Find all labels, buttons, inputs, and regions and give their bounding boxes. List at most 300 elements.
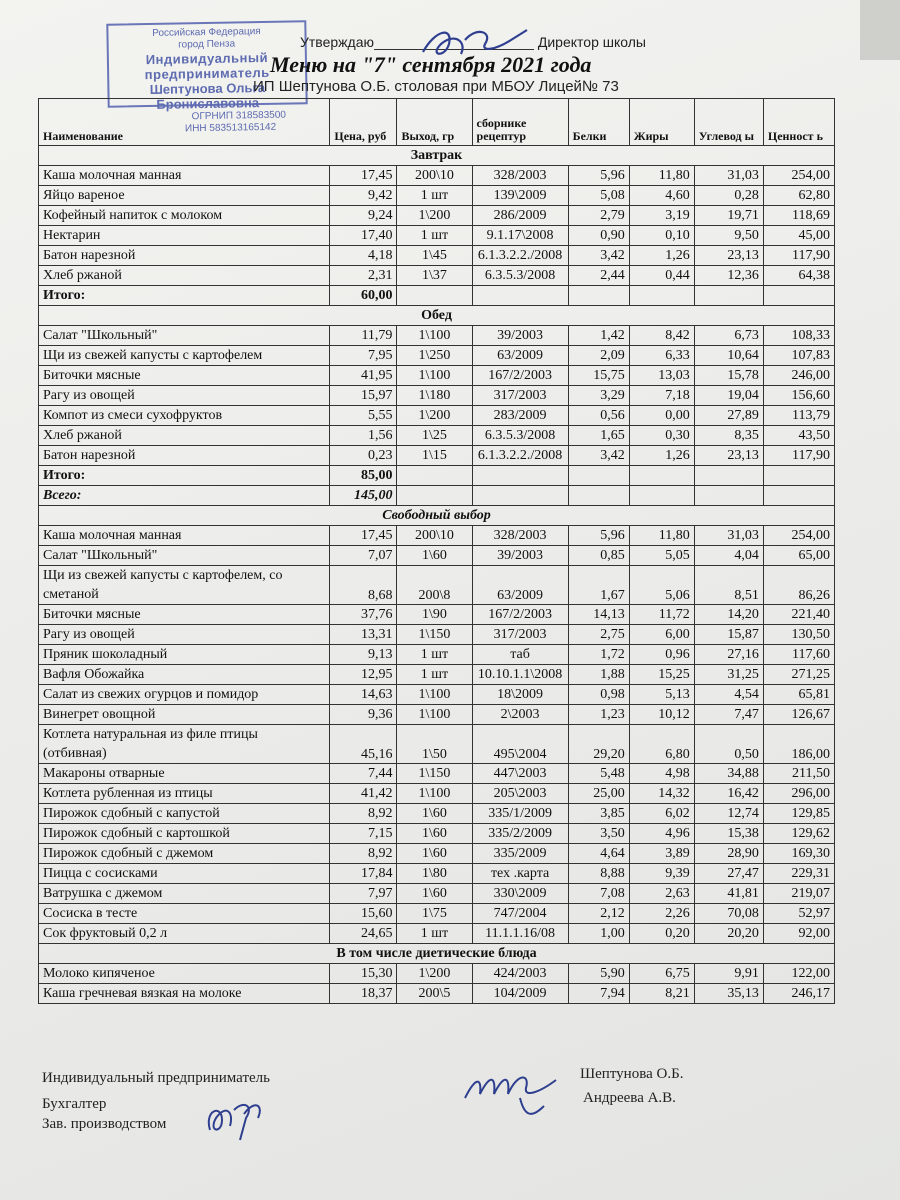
header-price: Цена, руб bbox=[330, 99, 397, 146]
cell-value: 65,00 bbox=[763, 546, 834, 566]
cell-value: 108,33 bbox=[763, 326, 834, 346]
cell-value: 169,30 bbox=[763, 844, 834, 864]
total-value: 60,00 bbox=[330, 286, 397, 306]
cell-protein: 1,72 bbox=[568, 645, 629, 665]
cell-recipe: 10.10.1.1\2008 bbox=[472, 665, 568, 685]
section-title: В том числе диетические блюда bbox=[39, 944, 835, 964]
empty-cell bbox=[694, 286, 763, 306]
cell-output: 200\5 bbox=[397, 984, 472, 1004]
cell-recipe: 335/1/2009 bbox=[472, 804, 568, 824]
table-row bbox=[39, 206, 835, 226]
section-row bbox=[39, 506, 835, 526]
cell-fat: 3,19 bbox=[629, 206, 694, 226]
cell-carbs: 7,47 bbox=[694, 705, 763, 725]
cell-price: 15,60 bbox=[330, 904, 397, 924]
item-name-line: Щи из свежей капусты с картофелем, со bbox=[43, 568, 283, 583]
cell-output: 1\60 bbox=[397, 804, 472, 824]
cell-carbs: 28,90 bbox=[694, 844, 763, 864]
cell-protein: 15,75 bbox=[568, 366, 629, 386]
cell-carbs: 8,51 bbox=[694, 566, 763, 605]
cell-recipe: 6.3.5.3/2008 bbox=[472, 426, 568, 446]
cell-protein: 2,44 bbox=[568, 266, 629, 286]
cell-carbs: 0,50 bbox=[694, 725, 763, 764]
cell-carbs: 12,74 bbox=[694, 804, 763, 824]
cell-protein: 5,48 bbox=[568, 764, 629, 784]
header-recipe: сборнике рецептур bbox=[472, 99, 568, 146]
cell-recipe: 2\2003 bbox=[472, 705, 568, 725]
cell-recipe: 39/2003 bbox=[472, 326, 568, 346]
cell-output: 1\100 bbox=[397, 784, 472, 804]
cell-recipe: 495\2004 bbox=[472, 725, 568, 764]
approval-label: Утверждаю bbox=[300, 34, 374, 50]
table-row bbox=[39, 665, 835, 685]
cell-protein: 1,23 bbox=[568, 705, 629, 725]
cell-carbs: 31,03 bbox=[694, 526, 763, 546]
cell-recipe: 11.1.1.16/08 bbox=[472, 924, 568, 944]
cell-recipe: 317/2003 bbox=[472, 625, 568, 645]
cell-carbs: 41,81 bbox=[694, 884, 763, 904]
total-label: Всего: bbox=[39, 486, 330, 506]
cell-output: 1 шт bbox=[397, 645, 472, 665]
cell-price: 5,55 bbox=[330, 406, 397, 426]
cell-recipe: 18\2009 bbox=[472, 685, 568, 705]
cell-name: Котлета рубленная из птицы bbox=[39, 784, 330, 804]
header-value: Ценност ь bbox=[763, 99, 834, 146]
cell-protein: 5,90 bbox=[568, 964, 629, 984]
cell-name: Пирожок сдобный с картошкой bbox=[39, 824, 330, 844]
cell-carbs: 8,35 bbox=[694, 426, 763, 446]
table-row bbox=[39, 386, 835, 406]
cell-name: Макароны отварные bbox=[39, 764, 330, 784]
cell-recipe: 9.1.17\2008 bbox=[472, 226, 568, 246]
cell-price: 41,95 bbox=[330, 366, 397, 386]
cell-protein: 2,79 bbox=[568, 206, 629, 226]
cell-fat: 0,44 bbox=[629, 266, 694, 286]
header-carbs: Углевод ы bbox=[694, 99, 763, 146]
cell-carbs: 15,87 bbox=[694, 625, 763, 645]
empty-cell bbox=[629, 486, 694, 506]
cell-protein: 7,94 bbox=[568, 984, 629, 1004]
empty-cell bbox=[397, 466, 472, 486]
cell-value: 43,50 bbox=[763, 426, 834, 446]
stamp-line: ИНН 583513165142 bbox=[184, 121, 277, 135]
cell-name: Компот из смеси сухофруктов bbox=[39, 406, 330, 426]
table-row bbox=[39, 566, 835, 605]
cell-fat: 11,72 bbox=[629, 605, 694, 625]
cell-name: Пряник шоколадный bbox=[39, 645, 330, 665]
cell-output: 1\200 bbox=[397, 406, 472, 426]
cell-price: 17,40 bbox=[330, 226, 397, 246]
table-row bbox=[39, 366, 835, 386]
cell-value: 129,85 bbox=[763, 804, 834, 824]
empty-cell bbox=[472, 286, 568, 306]
cell-fat: 9,39 bbox=[629, 864, 694, 884]
cell-output: 1\15 bbox=[397, 446, 472, 466]
table-row bbox=[39, 266, 835, 286]
cell-price: 17,84 bbox=[330, 864, 397, 884]
cell-price: 2,31 bbox=[330, 266, 397, 286]
cell-name: Пирожок сдобный с джемом bbox=[39, 844, 330, 864]
cell-name: Рагу из овощей bbox=[39, 625, 330, 645]
cell-fat: 6,33 bbox=[629, 346, 694, 366]
cell-name bbox=[39, 566, 330, 605]
stamp-line: Индивидуальный предприниматель bbox=[144, 49, 270, 83]
empty-cell bbox=[397, 486, 472, 506]
cell-value: 64,38 bbox=[763, 266, 834, 286]
cell-price: 9,36 bbox=[330, 705, 397, 725]
cell-protein: 5,08 bbox=[568, 186, 629, 206]
cell-output: 1\100 bbox=[397, 326, 472, 346]
cell-name: Салат "Школьный" bbox=[39, 326, 330, 346]
total-label: Итого: bbox=[39, 466, 330, 486]
cell-value: 296,00 bbox=[763, 784, 834, 804]
page-corner-shadow bbox=[860, 0, 900, 60]
cell-fat: 2,26 bbox=[629, 904, 694, 924]
table-row bbox=[39, 984, 835, 1004]
cell-value: 117,60 bbox=[763, 645, 834, 665]
cell-recipe: 6.3.5.3/2008 bbox=[472, 266, 568, 286]
cell-carbs: 14,20 bbox=[694, 605, 763, 625]
cell-name: Ватрушка с джемом bbox=[39, 884, 330, 904]
cell-name: Салат "Школьный" bbox=[39, 546, 330, 566]
cell-fat: 11,80 bbox=[629, 526, 694, 546]
cell-fat: 5,06 bbox=[629, 566, 694, 605]
cell-output: 1\80 bbox=[397, 864, 472, 884]
cell-name: Батон нарезной bbox=[39, 246, 330, 266]
cell-price: 0,23 bbox=[330, 446, 397, 466]
cell-output: 1\45 bbox=[397, 246, 472, 266]
table-row bbox=[39, 346, 835, 366]
cell-output: 1\60 bbox=[397, 546, 472, 566]
menu-table-body bbox=[39, 146, 835, 1004]
empty-cell bbox=[472, 486, 568, 506]
cell-price: 7,15 bbox=[330, 824, 397, 844]
cell-name: Яйцо вареное bbox=[39, 186, 330, 206]
cell-protein: 0,56 bbox=[568, 406, 629, 426]
accountant-signature bbox=[200, 1090, 270, 1150]
cell-name: Каша гречневая вязкая на молоке bbox=[39, 984, 330, 1004]
cell-recipe: 747/2004 bbox=[472, 904, 568, 924]
table-row bbox=[39, 884, 835, 904]
cell-carbs: 6,73 bbox=[694, 326, 763, 346]
footer-ip-name: Шептунова О.Б. bbox=[580, 1066, 684, 1082]
table-row bbox=[39, 824, 835, 844]
table-row bbox=[39, 406, 835, 426]
cell-protein: 7,08 bbox=[568, 884, 629, 904]
cell-price: 17,45 bbox=[330, 526, 397, 546]
cell-protein: 3,29 bbox=[568, 386, 629, 406]
header-name: Наименование bbox=[39, 99, 330, 146]
cell-recipe: тех .карта bbox=[472, 864, 568, 884]
cell-name: Хлеб ржаной bbox=[39, 426, 330, 446]
table-row bbox=[39, 764, 835, 784]
cell-carbs: 23,13 bbox=[694, 246, 763, 266]
page-title: Меню на "7" сентября 2021 года bbox=[270, 52, 592, 77]
section-row bbox=[39, 944, 835, 964]
table-row bbox=[39, 166, 835, 186]
cell-recipe: 335/2/2009 bbox=[472, 824, 568, 844]
cell-fat: 0,00 bbox=[629, 406, 694, 426]
cell-value: 107,83 bbox=[763, 346, 834, 366]
cell-output: 1\25 bbox=[397, 426, 472, 446]
cell-name: Батон нарезной bbox=[39, 446, 330, 466]
section-title: Завтрак bbox=[39, 146, 835, 166]
cell-fat: 4,60 bbox=[629, 186, 694, 206]
cell-carbs: 10,64 bbox=[694, 346, 763, 366]
cell-price: 24,65 bbox=[330, 924, 397, 944]
cell-protein: 1,67 bbox=[568, 566, 629, 605]
cell-price: 9,13 bbox=[330, 645, 397, 665]
cell-fat: 8,21 bbox=[629, 984, 694, 1004]
cell-name: Молоко кипяченое bbox=[39, 964, 330, 984]
cell-output: 200\10 bbox=[397, 166, 472, 186]
cell-carbs: 31,03 bbox=[694, 166, 763, 186]
header-protein: Белки bbox=[568, 99, 629, 146]
cell-price: 13,31 bbox=[330, 625, 397, 645]
empty-cell bbox=[568, 466, 629, 486]
cell-price: 7,44 bbox=[330, 764, 397, 784]
stamp-line: город Пенза bbox=[178, 38, 236, 51]
table-row bbox=[39, 625, 835, 645]
cell-fat: 5,05 bbox=[629, 546, 694, 566]
empty-cell bbox=[629, 466, 694, 486]
table-row bbox=[39, 844, 835, 864]
footer-ip-label: Индивидуальный предприниматель bbox=[42, 1070, 270, 1086]
cell-name: Винегрет овощной bbox=[39, 705, 330, 725]
cell-output: 1\60 bbox=[397, 884, 472, 904]
item-name-line: сметаной bbox=[43, 587, 99, 602]
table-row bbox=[39, 605, 835, 625]
cell-recipe: 317/2003 bbox=[472, 386, 568, 406]
page-subtitle: ИП Шептунова О.Б. столовая при МБОУ Лицей№ 73 bbox=[253, 78, 619, 95]
cell-protein: 2,09 bbox=[568, 346, 629, 366]
empty-cell bbox=[694, 486, 763, 506]
cell-value: 65,81 bbox=[763, 685, 834, 705]
cell-recipe: 167/2/2003 bbox=[472, 366, 568, 386]
cell-recipe: 6.1.3.2.2./2008 bbox=[472, 246, 568, 266]
header-fat: Жиры bbox=[629, 99, 694, 146]
cell-carbs: 70,08 bbox=[694, 904, 763, 924]
cell-value: 221,40 bbox=[763, 605, 834, 625]
cell-recipe: таб bbox=[472, 645, 568, 665]
cell-output: 1\100 bbox=[397, 685, 472, 705]
table-row bbox=[39, 804, 835, 824]
cell-output: 1 шт bbox=[397, 186, 472, 206]
table-row bbox=[39, 446, 835, 466]
cell-carbs: 15,78 bbox=[694, 366, 763, 386]
section-row bbox=[39, 146, 835, 166]
section-title: Обед bbox=[39, 306, 835, 326]
cell-price: 7,07 bbox=[330, 546, 397, 566]
cell-carbs: 12,36 bbox=[694, 266, 763, 286]
cell-name: Салат из свежих огурцов и помидор bbox=[39, 685, 330, 705]
empty-cell bbox=[472, 466, 568, 486]
cell-recipe: 104/2009 bbox=[472, 984, 568, 1004]
cell-value: 117,90 bbox=[763, 446, 834, 466]
cell-carbs: 35,13 bbox=[694, 984, 763, 1004]
cell-fat: 15,25 bbox=[629, 665, 694, 685]
total-label: Итого: bbox=[39, 286, 330, 306]
empty-cell bbox=[629, 286, 694, 306]
cell-value: 219,07 bbox=[763, 884, 834, 904]
cell-name: Нектарин bbox=[39, 226, 330, 246]
cell-price: 1,56 bbox=[330, 426, 397, 446]
cell-output: 1\150 bbox=[397, 764, 472, 784]
total-row bbox=[39, 486, 835, 506]
cell-output: 1 шт bbox=[397, 665, 472, 685]
cell-carbs: 4,54 bbox=[694, 685, 763, 705]
cell-protein: 14,13 bbox=[568, 605, 629, 625]
cell-output: 1\100 bbox=[397, 705, 472, 725]
cell-protein: 1,65 bbox=[568, 426, 629, 446]
stamp-line: ОГРНИП 318583500 bbox=[191, 109, 287, 123]
footer-accountant-name: Андреева А.В. bbox=[583, 1090, 676, 1106]
cell-fat: 7,18 bbox=[629, 386, 694, 406]
cell-output: 1\60 bbox=[397, 844, 472, 864]
cell-name: Рагу из овощей bbox=[39, 386, 330, 406]
cell-fat: 2,63 bbox=[629, 884, 694, 904]
table-row bbox=[39, 964, 835, 984]
cell-price: 14,63 bbox=[330, 685, 397, 705]
cell-price: 9,42 bbox=[330, 186, 397, 206]
table-row bbox=[39, 426, 835, 446]
cell-value: 118,69 bbox=[763, 206, 834, 226]
cell-carbs: 27,47 bbox=[694, 864, 763, 884]
empty-cell bbox=[568, 286, 629, 306]
cell-recipe: 63/2009 bbox=[472, 346, 568, 366]
cell-output: 200\10 bbox=[397, 526, 472, 546]
cell-price: 9,24 bbox=[330, 206, 397, 226]
cell-fat: 3,89 bbox=[629, 844, 694, 864]
cell-name: Каша молочная манная bbox=[39, 526, 330, 546]
cell-recipe: 6.1.3.2.2./2008 bbox=[472, 446, 568, 466]
empty-cell bbox=[763, 286, 834, 306]
cell-fat: 13,03 bbox=[629, 366, 694, 386]
cell-value: 62,80 bbox=[763, 186, 834, 206]
cell-recipe: 205\2003 bbox=[472, 784, 568, 804]
table-row bbox=[39, 864, 835, 884]
cell-carbs: 15,38 bbox=[694, 824, 763, 844]
total-row bbox=[39, 466, 835, 486]
ip-signature bbox=[460, 1058, 580, 1128]
table-row bbox=[39, 326, 835, 346]
cell-value: 92,00 bbox=[763, 924, 834, 944]
cell-output: 1\37 bbox=[397, 266, 472, 286]
table-row bbox=[39, 645, 835, 665]
cell-price: 8,92 bbox=[330, 804, 397, 824]
cell-fat: 0,20 bbox=[629, 924, 694, 944]
section-title: Свободный выбор bbox=[39, 506, 835, 526]
cell-value: 211,50 bbox=[763, 764, 834, 784]
cell-recipe: 39/2003 bbox=[472, 546, 568, 566]
cell-name: Кофейный напиток с молоком bbox=[39, 206, 330, 226]
cell-name: Сок фруктовый 0,2 л bbox=[39, 924, 330, 944]
cell-price: 18,37 bbox=[330, 984, 397, 1004]
cell-output: 1\50 bbox=[397, 725, 472, 764]
table-row bbox=[39, 685, 835, 705]
cell-value: 130,50 bbox=[763, 625, 834, 645]
cell-value: 246,00 bbox=[763, 366, 834, 386]
cell-output: 200\8 bbox=[397, 566, 472, 605]
cell-recipe: 447\2003 bbox=[472, 764, 568, 784]
cell-fat: 0,96 bbox=[629, 645, 694, 665]
cell-name: Сосиска в тесте bbox=[39, 904, 330, 924]
table-row bbox=[39, 246, 835, 266]
cell-fat: 6,02 bbox=[629, 804, 694, 824]
cell-value: 45,00 bbox=[763, 226, 834, 246]
cell-recipe: 139\2009 bbox=[472, 186, 568, 206]
cell-name: Пирожок сдобный с капустой bbox=[39, 804, 330, 824]
cell-carbs: 27,89 bbox=[694, 406, 763, 426]
empty-cell bbox=[568, 486, 629, 506]
cell-protein: 29,20 bbox=[568, 725, 629, 764]
stamp-line: Шептунова Ольга Брониславовна bbox=[149, 79, 266, 112]
cell-carbs: 27,16 bbox=[694, 645, 763, 665]
cell-protein: 1,00 bbox=[568, 924, 629, 944]
cell-carbs: 9,50 bbox=[694, 226, 763, 246]
cell-output: 1 шт bbox=[397, 226, 472, 246]
cell-price: 7,97 bbox=[330, 884, 397, 904]
cell-name: Щи из свежей капусты с картофелем bbox=[39, 346, 330, 366]
cell-fat: 11,80 bbox=[629, 166, 694, 186]
cell-fat: 4,98 bbox=[629, 764, 694, 784]
cell-recipe: 286/2009 bbox=[472, 206, 568, 226]
cell-price: 37,76 bbox=[330, 605, 397, 625]
empty-cell bbox=[763, 466, 834, 486]
cell-name bbox=[39, 725, 330, 764]
cell-fat: 14,32 bbox=[629, 784, 694, 804]
cell-value: 129,62 bbox=[763, 824, 834, 844]
cell-carbs: 16,42 bbox=[694, 784, 763, 804]
cell-value: 126,67 bbox=[763, 705, 834, 725]
cell-value: 122,00 bbox=[763, 964, 834, 984]
empty-cell bbox=[763, 486, 834, 506]
cell-protein: 3,42 bbox=[568, 246, 629, 266]
cell-name: Хлеб ржаной bbox=[39, 266, 330, 286]
cell-protein: 2,75 bbox=[568, 625, 629, 645]
table-row bbox=[39, 546, 835, 566]
empty-cell bbox=[397, 286, 472, 306]
cell-carbs: 31,25 bbox=[694, 665, 763, 685]
cell-recipe: 328/2003 bbox=[472, 526, 568, 546]
cell-protein: 8,88 bbox=[568, 864, 629, 884]
cell-price: 7,95 bbox=[330, 346, 397, 366]
cell-price: 15,30 bbox=[330, 964, 397, 984]
cell-value: 86,26 bbox=[763, 566, 834, 605]
cell-protein: 4,64 bbox=[568, 844, 629, 864]
footer-accountant-label: Бухгалтер bbox=[42, 1096, 107, 1112]
cell-fat: 0,30 bbox=[629, 426, 694, 446]
cell-fat: 0,10 bbox=[629, 226, 694, 246]
cell-output: 1\90 bbox=[397, 605, 472, 625]
cell-value: 271,25 bbox=[763, 665, 834, 685]
table-row bbox=[39, 725, 835, 764]
cell-price: 8,68 bbox=[330, 566, 397, 605]
total-row bbox=[39, 286, 835, 306]
cell-carbs: 23,13 bbox=[694, 446, 763, 466]
cell-carbs: 0,28 bbox=[694, 186, 763, 206]
cell-recipe: 328/2003 bbox=[472, 166, 568, 186]
item-name-line: Котлета натуральная из филе птицы bbox=[43, 727, 258, 742]
cell-recipe: 424/2003 bbox=[472, 964, 568, 984]
cell-fat: 6,75 bbox=[629, 964, 694, 984]
cell-fat: 5,13 bbox=[629, 685, 694, 705]
cell-protein: 3,50 bbox=[568, 824, 629, 844]
cell-protein: 0,85 bbox=[568, 546, 629, 566]
cell-carbs: 19,04 bbox=[694, 386, 763, 406]
cell-carbs: 34,88 bbox=[694, 764, 763, 784]
cell-price: 11,79 bbox=[330, 326, 397, 346]
